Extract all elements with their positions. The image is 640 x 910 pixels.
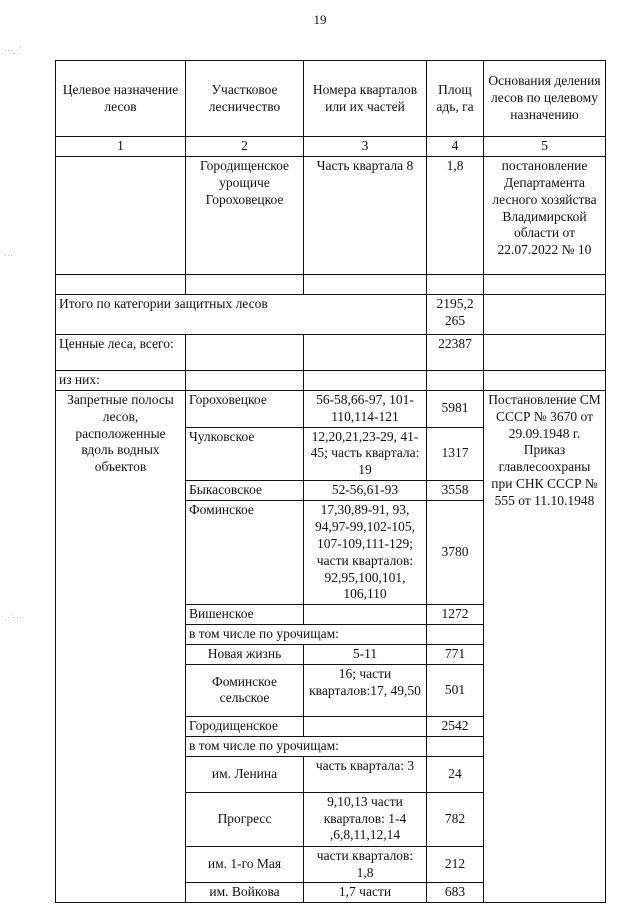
table-row-total-protective [56, 294, 606, 334]
area-cell: 501 [427, 664, 484, 716]
forbidden-zones-label: Запретные полосы лесов, расположенные вдоль водных объектов [56, 390, 186, 903]
area-cell: 771 [427, 645, 484, 665]
column-number: 5 [484, 137, 606, 157]
page-number: 19 [313, 12, 327, 27]
column-number-row [56, 137, 606, 157]
including-tracts-label: в том числе по урочищам: [186, 736, 427, 756]
header-district: Участковое лесничество [186, 61, 304, 137]
area-cell: 3558 [427, 481, 484, 501]
scan-artifact: ⋰⋯ [4, 612, 22, 622]
district-cell: Быкасовское [186, 481, 304, 501]
total-protective-label: Итого по категории защитных лесов [56, 294, 427, 334]
total-protective-area: 2195,2 265 [427, 294, 484, 334]
quarters-cell: Часть квартала 8 [304, 156, 427, 274]
header-area: Площ адь, га [427, 61, 484, 137]
district-cell: им. Войкова [186, 883, 304, 903]
district-cell: Новая жизнь [186, 645, 304, 665]
header-basis: Основания деления лесов по целевому назначению [484, 61, 606, 137]
column-number: 3 [304, 137, 427, 157]
table-row [56, 274, 606, 294]
table-row-of-them [56, 370, 606, 390]
valuable-area: 22387 [427, 334, 484, 370]
area-cell: 24 [427, 756, 484, 792]
district-cell: Вишенское [186, 605, 304, 625]
area-cell: 683 [427, 883, 484, 903]
quarters-cell: 52-56,61-93 [304, 481, 427, 501]
quarters-cell: 16; части кварталов:17, 49,50 [304, 664, 427, 716]
quarters-cell: часть квартала: 3 [304, 756, 427, 792]
area-cell: 5981 [427, 390, 484, 427]
area-cell: 1317 [427, 427, 484, 481]
district-cell: Гороховецкое [186, 390, 304, 427]
area-cell: 782 [427, 792, 484, 846]
column-number: 2 [186, 137, 304, 157]
forbidden-zones-basis: Постановление СМ СССР № 3670 от 29.09.1948 г. Приказ главлесоохраны при СНК СССР № 555 от 11.10.1948 [484, 390, 606, 903]
area-cell: 1,8 [427, 156, 484, 274]
quarters-cell: 12,20,21,23-29, 41-45; часть квартала: 19 [304, 427, 427, 481]
quarters-cell: 5-11 [304, 645, 427, 665]
scan-artifact: ⋯ [4, 250, 13, 260]
district-cell: Прогресс [186, 792, 304, 846]
including-tracts-label: в том числе по урочищам: [186, 625, 427, 645]
table-header-row [56, 61, 606, 137]
quarters-cell: 9,10,13 части кварталов: 1-4 ,6,8,11,12,14 [304, 792, 427, 846]
district-cell: Фоминское [186, 501, 304, 605]
scan-artifact: ⋯⋰ [4, 45, 22, 55]
area-cell: 1272 [427, 605, 484, 625]
table-row [56, 390, 606, 427]
forest-allocation-table [55, 60, 606, 903]
table-row [56, 156, 606, 274]
of-them-label: из них: [56, 370, 186, 390]
header-purpose: Целевое назначение лесов [56, 61, 186, 137]
empty-cell [56, 156, 186, 274]
column-number: 4 [427, 137, 484, 157]
valuable-label: Ценные леса, всего: [56, 334, 186, 370]
column-number: 1 [56, 137, 186, 157]
header-quarters: Номера кварталов или их частей [304, 61, 427, 137]
quarters-cell: 1,7 части [304, 883, 427, 903]
area-cell: 2542 [427, 716, 484, 736]
district-cell: им. Ленина [186, 756, 304, 792]
district-cell: Городищенское урощиче Гороховецкое [186, 156, 304, 274]
district-cell: Фоминское сельское [186, 664, 304, 716]
district-cell: Городищенское [186, 716, 304, 736]
quarters-cell: части кварталов: 1,8 [304, 846, 427, 883]
district-cell: Чулковское [186, 427, 304, 481]
quarters-cell: 56-58,66-97, 101-110,114-121 [304, 390, 427, 427]
district-cell: им. 1-го Мая [186, 846, 304, 883]
area-cell: 3780 [427, 501, 484, 605]
table-row-valuable [56, 334, 606, 370]
quarters-cell: 17,30,89-91, 93, 94,97-99,102-105, 107-109,111-129; части кварталов: 92,95,100,101, 106,110 [304, 501, 427, 605]
area-cell: 212 [427, 846, 484, 883]
basis-cell: постановление Департамента лесного хозяйства Владимирской области от 22.07.2022 № 10 [484, 156, 606, 274]
